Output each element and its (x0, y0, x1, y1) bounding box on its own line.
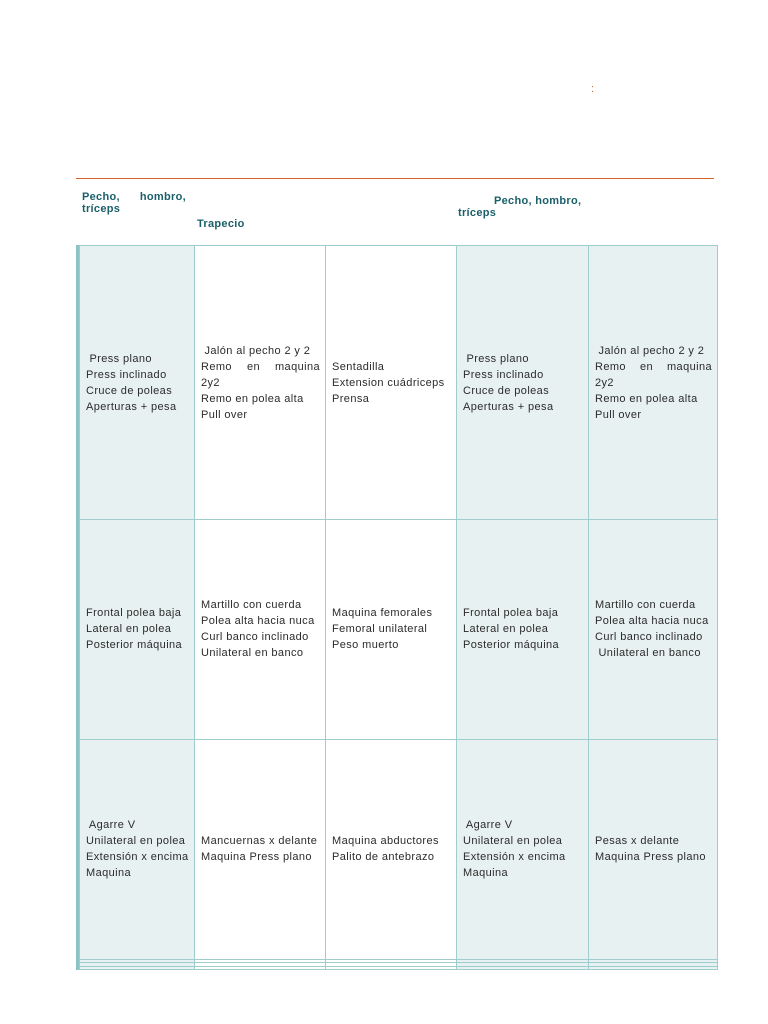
exercise-line: 2y2 (201, 376, 220, 389)
exercise-line: Peso muerto (332, 639, 399, 652)
exercise-line: Press inclinado (86, 368, 167, 381)
exercise-line: Martillo con cuerda (595, 599, 696, 612)
table-cell (80, 246, 195, 520)
exercise-line: Mancuernas x delante (201, 835, 318, 848)
header-chest-shoulder-triceps (82, 191, 186, 215)
exercise-line: Frontal polea baja (463, 607, 559, 620)
table-cell (589, 246, 718, 520)
exercise-line: Extensión x encima (86, 851, 189, 864)
exercise-line: Prensa (332, 392, 370, 405)
exercise-line: Lateral en polea (86, 623, 172, 636)
exercise-line: Press plano (463, 352, 529, 365)
header-chest-shoulder-triceps-2 (458, 195, 582, 219)
exercise-line: Sentadilla (332, 360, 385, 373)
table-cell (457, 520, 589, 740)
exercise-line: Remo en polea alta (201, 392, 304, 405)
exercise-line: Curl banco inclinado (201, 631, 309, 644)
exercise-line: Maquina Press plano (595, 851, 706, 864)
exercise-line: Aperturas + pesa (86, 400, 177, 413)
exercise-line: Remo en polea alta (595, 392, 698, 405)
exercise-line: Palito de antebrazo (332, 851, 435, 864)
table-cell (457, 966, 589, 969)
exercise-line: Pull over (201, 408, 248, 421)
table-cell (195, 246, 326, 520)
table-cell (80, 520, 195, 740)
table-cell (326, 520, 457, 740)
exercise-line: Agarre V (463, 819, 513, 832)
exercise-line: Remo en maquina (201, 360, 320, 373)
exercise-line: Cruce de poleas (86, 384, 173, 397)
table-cell (457, 246, 589, 520)
header-trapecio: Trapecio (197, 218, 245, 230)
table-row (80, 520, 718, 740)
table-cell (326, 966, 457, 969)
exercise-line: 2y2 (595, 376, 614, 389)
table-row (80, 966, 718, 969)
table-cell (80, 966, 195, 969)
header-word-triceps: tríceps (82, 203, 121, 215)
table-row (80, 246, 718, 520)
exercise-line: Pull over (595, 408, 642, 421)
exercise-line: Unilateral en polea (463, 835, 563, 848)
exercise-line: Extension cuádriceps (332, 376, 445, 389)
exercise-line: Polea alta hacia nuca (595, 615, 709, 628)
exercise-line: Frontal polea baja (86, 607, 182, 620)
exercise-line: Lateral en polea (463, 623, 549, 636)
exercise-line: Unilateral en banco (201, 647, 304, 660)
table-cell (195, 739, 326, 959)
header-word-pecho: Pecho, (82, 191, 120, 203)
table-cell (589, 966, 718, 969)
header-word-hombro: hombro, (139, 191, 186, 203)
exercise-line: Unilateral en polea (86, 835, 186, 848)
exercise-line: Maquina Press plano (201, 851, 312, 864)
table-cell (589, 520, 718, 740)
exercise-line: Extensión x encima (463, 851, 566, 864)
exercise-line: Polea alta hacia nuca (201, 615, 315, 628)
exercise-line: Remo en maquina (595, 360, 712, 373)
exercise-line: Maquina (463, 867, 508, 880)
colon-mark: : (591, 83, 595, 95)
table-cell (80, 739, 195, 959)
exercise-line: Unilateral en banco (595, 647, 701, 660)
exercise-line: Jalón al pecho 2 y 2 (595, 344, 705, 357)
exercise-line: Cruce de poleas (463, 384, 550, 397)
table-cell (457, 739, 589, 959)
exercise-line: Martillo con cuerda (201, 599, 302, 612)
table-cell (589, 739, 718, 959)
table-cell (195, 520, 326, 740)
exercise-line: Press plano (86, 352, 152, 365)
exercise-line: Aperturas + pesa (463, 400, 554, 413)
exercise-line: Jalón al pecho 2 y 2 (201, 344, 311, 357)
exercise-line: Pesas x delante (595, 835, 680, 848)
exercise-line: Maquina abductores (332, 835, 439, 848)
exercise-line: Femoral unilateral (332, 623, 428, 636)
exercise-line: Curl banco inclinado (595, 631, 703, 644)
exercise-line: Posterior máquina (86, 639, 183, 652)
exercise-line: Agarre V (86, 819, 136, 832)
table-cell (326, 739, 457, 959)
table-cell (195, 966, 326, 969)
workout-table (76, 245, 714, 970)
table-cell (326, 246, 457, 520)
table-row (80, 739, 718, 959)
exercise-line: Posterior máquina (463, 639, 560, 652)
exercise-line: Maquina (86, 867, 131, 880)
exercise-line: Maquina femorales (332, 607, 433, 620)
header-line-1: Pecho, hombro, (494, 195, 582, 207)
exercise-line: Press inclinado (463, 368, 544, 381)
header-line-2: tríceps (458, 207, 497, 219)
header-rule (76, 178, 714, 179)
